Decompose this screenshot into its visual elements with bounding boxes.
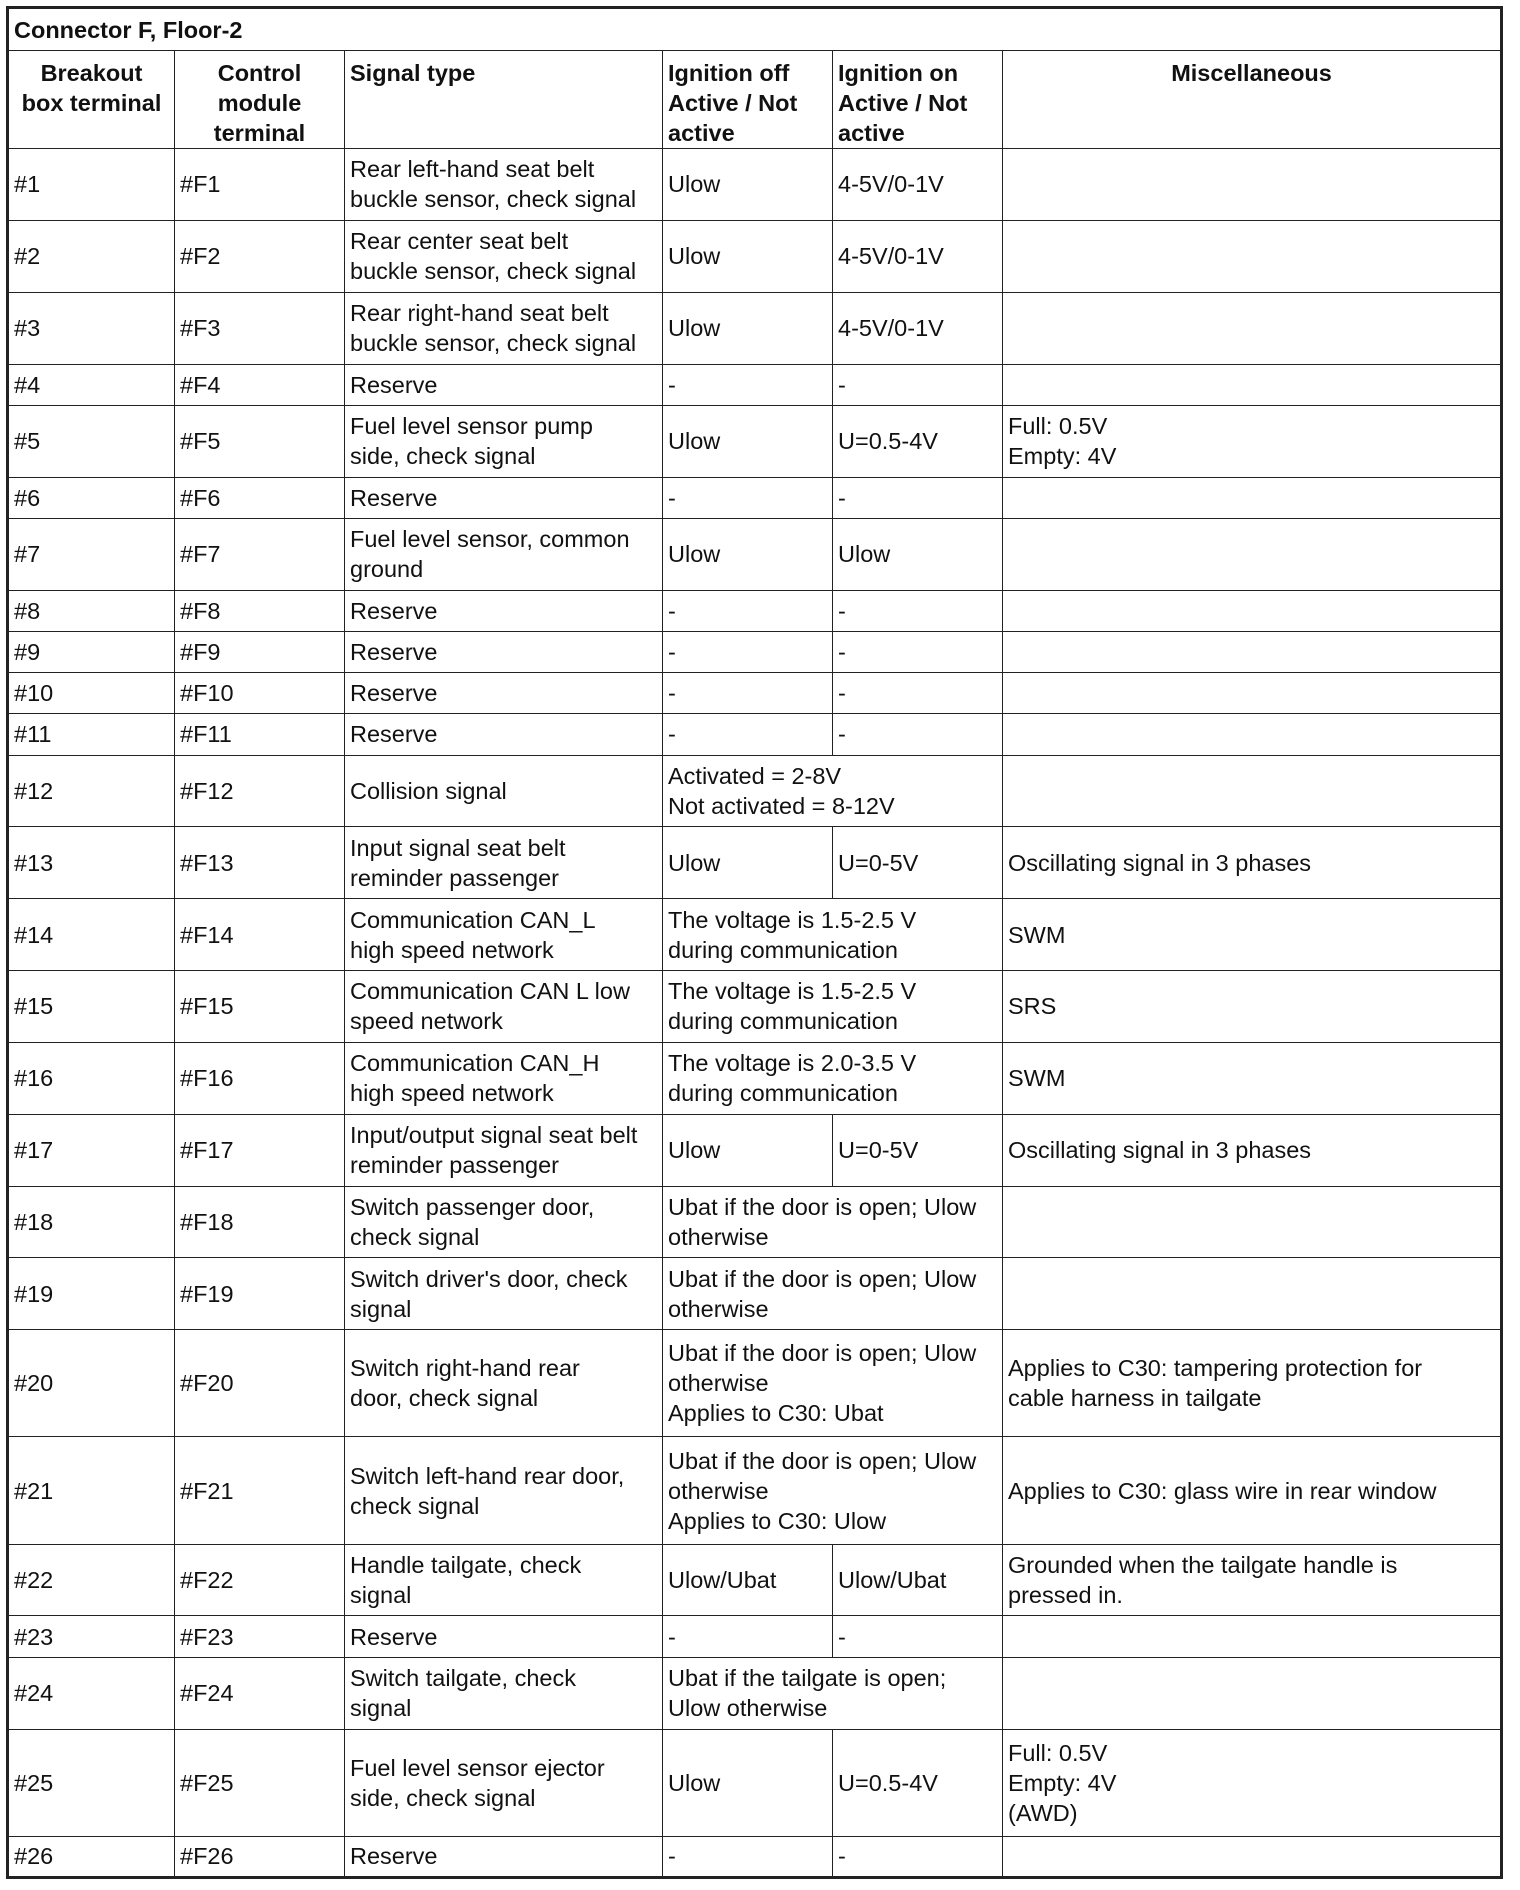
miscellaneous-cell [1003, 1186, 1502, 1258]
ignition-on-cell: U=0.5-4V [833, 1729, 1003, 1836]
table-row [8, 405, 1502, 477]
breakout-box-terminal-cell: #10 [8, 673, 175, 714]
control-module-terminal-cell: #F25 [175, 1729, 345, 1836]
breakout-box-terminal-cell: #19 [8, 1258, 175, 1330]
breakout-box-terminal-cell: #1 [8, 149, 175, 221]
miscellaneous-cell [1003, 714, 1502, 755]
control-module-terminal-cell: #F21 [175, 1437, 345, 1544]
signal-type-cell: Reserve [345, 364, 663, 405]
breakout-box-terminal-cell: #12 [8, 755, 175, 827]
miscellaneous-cell: Oscillating signal in 3 phases [1003, 1114, 1502, 1186]
table-row [8, 1114, 1502, 1186]
ignition-on-cell: 4-5V/0-1V [833, 149, 1003, 221]
table-row [8, 292, 1502, 364]
signal-type-cell: Reserve [345, 631, 663, 672]
signal-type-cell: Switch passenger door, check signal [345, 1186, 663, 1258]
table-row [8, 755, 1502, 827]
ignition-state-cell: Ubat if the tailgate is open; Ulow otherwise [663, 1657, 1003, 1729]
ignition-off-cell: - [663, 1616, 833, 1657]
control-module-terminal-cell: #F12 [175, 755, 345, 827]
table-row [8, 518, 1502, 590]
ignition-state-cell: Activated = 2-8V Not activated = 8-12V [663, 755, 1003, 827]
table-row [8, 1836, 1502, 1877]
ignition-off-cell: - [663, 364, 833, 405]
miscellaneous-cell [1003, 149, 1502, 221]
miscellaneous-cell [1003, 518, 1502, 590]
table-row [8, 1437, 1502, 1544]
breakout-box-terminal-cell: #21 [8, 1437, 175, 1544]
header-miscellaneous: Miscellaneous [1003, 51, 1502, 149]
signal-type-cell: Communication CAN_H high speed network [345, 1042, 663, 1114]
ignition-on-cell: 4-5V/0-1V [833, 292, 1003, 364]
ignition-off-cell: - [663, 631, 833, 672]
miscellaneous-cell [1003, 364, 1502, 405]
signal-type-cell: Input/output signal seat belt reminder passenger [345, 1114, 663, 1186]
breakout-box-terminal-cell: #11 [8, 714, 175, 755]
breakout-box-terminal-cell: #24 [8, 1657, 175, 1729]
ignition-on-cell: - [833, 1616, 1003, 1657]
control-module-terminal-cell: #F17 [175, 1114, 345, 1186]
miscellaneous-cell: SWM [1003, 1042, 1502, 1114]
ignition-on-cell: - [833, 1836, 1003, 1877]
control-module-terminal-cell: #F9 [175, 631, 345, 672]
ignition-on-cell: U=0-5V [833, 1114, 1003, 1186]
table-row [8, 364, 1502, 405]
ignition-state-cell: The voltage is 1.5-2.5 V during communication [663, 899, 1003, 971]
breakout-box-terminal-cell: #5 [8, 405, 175, 477]
signal-type-cell: Switch driver's door, check signal [345, 1258, 663, 1330]
table-row [8, 1616, 1502, 1657]
ignition-off-cell: - [663, 1836, 833, 1877]
signal-type-cell: Reserve [345, 1616, 663, 1657]
breakout-box-terminal-cell: #8 [8, 590, 175, 631]
ignition-on-cell: Ulow/Ubat [833, 1544, 1003, 1616]
header-breakout-box-terminal: Breakout box terminal [8, 51, 175, 149]
signal-type-cell: Rear right-hand seat belt buckle sensor, check signal [345, 292, 663, 364]
miscellaneous-cell [1003, 1836, 1502, 1877]
miscellaneous-cell: Oscillating signal in 3 phases [1003, 827, 1502, 899]
table-row [8, 1186, 1502, 1258]
miscellaneous-cell: Grounded when the tailgate handle is pressed in. [1003, 1544, 1502, 1616]
ignition-off-cell: - [663, 590, 833, 631]
ignition-on-cell: - [833, 590, 1003, 631]
breakout-box-terminal-cell: #22 [8, 1544, 175, 1616]
control-module-terminal-cell: #F1 [175, 149, 345, 221]
table-row [8, 714, 1502, 755]
breakout-box-terminal-cell: #25 [8, 1729, 175, 1836]
table-row [8, 971, 1502, 1043]
signal-type-cell: Collision signal [345, 755, 663, 827]
ignition-on-cell: 4-5V/0-1V [833, 220, 1003, 292]
breakout-box-terminal-cell: #14 [8, 899, 175, 971]
breakout-box-terminal-cell: #6 [8, 477, 175, 518]
miscellaneous-cell [1003, 1657, 1502, 1729]
control-module-terminal-cell: #F24 [175, 1657, 345, 1729]
table-row [8, 149, 1502, 221]
ignition-state-cell: Ubat if the door is open; Ulow otherwise [663, 1186, 1003, 1258]
table-row [8, 1330, 1502, 1437]
miscellaneous-cell: Applies to C30: glass wire in rear window [1003, 1437, 1502, 1544]
ignition-state-cell: Ubat if the door is open; Ulow otherwise Applies to C30: Ubat [663, 1330, 1003, 1437]
table-row [8, 1258, 1502, 1330]
ignition-off-cell: Ulow [663, 149, 833, 221]
signal-type-cell: Input signal seat belt reminder passenger [345, 827, 663, 899]
signal-type-cell: Fuel level sensor ejector side, check signal [345, 1729, 663, 1836]
table-row [8, 827, 1502, 899]
ignition-off-cell: Ulow [663, 518, 833, 590]
ignition-on-cell: - [833, 364, 1003, 405]
ignition-state-cell: The voltage is 1.5-2.5 V during communication [663, 971, 1003, 1043]
table-body [8, 149, 1502, 1878]
control-module-terminal-cell: #F6 [175, 477, 345, 518]
breakout-box-terminal-cell: #9 [8, 631, 175, 672]
ignition-off-cell: Ulow/Ubat [663, 1544, 833, 1616]
ignition-state-cell: Ubat if the door is open; Ulow otherwise Applies to C30: Ulow [663, 1437, 1003, 1544]
signal-type-cell: Switch left-hand rear door, check signal [345, 1437, 663, 1544]
signal-type-cell: Reserve [345, 477, 663, 518]
miscellaneous-cell [1003, 1258, 1502, 1330]
ignition-on-cell: U=0.5-4V [833, 405, 1003, 477]
breakout-box-terminal-cell: #20 [8, 1330, 175, 1437]
table-row [8, 1544, 1502, 1616]
control-module-terminal-cell: #F4 [175, 364, 345, 405]
ignition-on-cell: U=0-5V [833, 827, 1003, 899]
breakout-box-terminal-cell: #18 [8, 1186, 175, 1258]
miscellaneous-cell: Full: 0.5V Empty: 4V (AWD) [1003, 1729, 1502, 1836]
miscellaneous-cell: Applies to C30: tampering protection for cable harness in tailgate [1003, 1330, 1502, 1437]
control-module-terminal-cell: #F15 [175, 971, 345, 1043]
table-row [8, 1042, 1502, 1114]
breakout-box-terminal-cell: #13 [8, 827, 175, 899]
control-module-terminal-cell: #F19 [175, 1258, 345, 1330]
signal-type-cell: Communication CAN_L high speed network [345, 899, 663, 971]
miscellaneous-cell: Full: 0.5V Empty: 4V [1003, 405, 1502, 477]
signal-type-cell: Switch tailgate, check signal [345, 1657, 663, 1729]
connector-f-table [6, 6, 1503, 1879]
control-module-terminal-cell: #F7 [175, 518, 345, 590]
miscellaneous-cell: SRS [1003, 971, 1502, 1043]
ignition-off-cell: Ulow [663, 220, 833, 292]
control-module-terminal-cell: #F20 [175, 1330, 345, 1437]
ignition-off-cell: - [663, 714, 833, 755]
signal-type-cell: Reserve [345, 714, 663, 755]
ignition-on-cell: Ulow [833, 518, 1003, 590]
control-module-terminal-cell: #F23 [175, 1616, 345, 1657]
signal-type-cell: Reserve [345, 673, 663, 714]
control-module-terminal-cell: #F18 [175, 1186, 345, 1258]
ignition-on-cell: - [833, 477, 1003, 518]
header-signal-type: Signal type [345, 51, 663, 149]
signal-type-cell: Fuel level sensor pump side, check signal [345, 405, 663, 477]
miscellaneous-cell: SWM [1003, 899, 1502, 971]
ignition-on-cell: - [833, 673, 1003, 714]
ignition-on-cell: - [833, 631, 1003, 672]
miscellaneous-cell [1003, 477, 1502, 518]
miscellaneous-cell [1003, 292, 1502, 364]
table-row [8, 1657, 1502, 1729]
header-ignition-off: Ignition off Active / Not active [663, 51, 833, 149]
control-module-terminal-cell: #F8 [175, 590, 345, 631]
signal-type-cell: Rear center seat belt buckle sensor, check signal [345, 220, 663, 292]
control-module-terminal-cell: #F14 [175, 899, 345, 971]
connector-table-page [6, 6, 1500, 1879]
table-row [8, 631, 1502, 672]
control-module-terminal-cell: #F13 [175, 827, 345, 899]
control-module-terminal-cell: #F2 [175, 220, 345, 292]
control-module-terminal-cell: #F5 [175, 405, 345, 477]
control-module-terminal-cell: #F3 [175, 292, 345, 364]
miscellaneous-cell [1003, 631, 1502, 672]
ignition-off-cell: Ulow [663, 292, 833, 364]
ignition-off-cell: - [663, 477, 833, 518]
signal-type-cell: Handle tailgate, check signal [345, 1544, 663, 1616]
table-row [8, 1729, 1502, 1836]
ignition-state-cell: The voltage is 2.0-3.5 V during communication [663, 1042, 1003, 1114]
control-module-terminal-cell: #F22 [175, 1544, 345, 1616]
signal-type-cell: Fuel level sensor, common ground [345, 518, 663, 590]
ignition-off-cell: - [663, 673, 833, 714]
ignition-off-cell: Ulow [663, 1114, 833, 1186]
table-row [8, 590, 1502, 631]
miscellaneous-cell [1003, 590, 1502, 631]
control-module-terminal-cell: #F16 [175, 1042, 345, 1114]
ignition-on-cell: - [833, 714, 1003, 755]
table-row [8, 673, 1502, 714]
breakout-box-terminal-cell: #15 [8, 971, 175, 1043]
header-ignition-on: Ignition on Active / Not active [833, 51, 1003, 149]
miscellaneous-cell [1003, 1616, 1502, 1657]
ignition-off-cell: Ulow [663, 827, 833, 899]
breakout-box-terminal-cell: #3 [8, 292, 175, 364]
table-row [8, 477, 1502, 518]
breakout-box-terminal-cell: #7 [8, 518, 175, 590]
header-control-module-terminal: Control module terminal [175, 51, 345, 149]
miscellaneous-cell [1003, 755, 1502, 827]
table-row [8, 220, 1502, 292]
control-module-terminal-cell: #F10 [175, 673, 345, 714]
ignition-off-cell: Ulow [663, 1729, 833, 1836]
breakout-box-terminal-cell: #4 [8, 364, 175, 405]
table-row [8, 899, 1502, 971]
breakout-box-terminal-cell: #23 [8, 1616, 175, 1657]
breakout-box-terminal-cell: #17 [8, 1114, 175, 1186]
signal-type-cell: Switch right-hand rear door, check signal [345, 1330, 663, 1437]
table-title: Connector F, Floor-2 [8, 8, 1502, 51]
miscellaneous-cell [1003, 220, 1502, 292]
control-module-terminal-cell: #F26 [175, 1836, 345, 1877]
signal-type-cell: Rear left-hand seat belt buckle sensor, check signal [345, 149, 663, 221]
ignition-off-cell: Ulow [663, 405, 833, 477]
signal-type-cell: Reserve [345, 1836, 663, 1877]
breakout-box-terminal-cell: #16 [8, 1042, 175, 1114]
signal-type-cell: Reserve [345, 590, 663, 631]
breakout-box-terminal-cell: #2 [8, 220, 175, 292]
breakout-box-terminal-cell: #26 [8, 1836, 175, 1877]
ignition-state-cell: Ubat if the door is open; Ulow otherwise [663, 1258, 1003, 1330]
signal-type-cell: Communication CAN L low speed network [345, 971, 663, 1043]
miscellaneous-cell [1003, 673, 1502, 714]
control-module-terminal-cell: #F11 [175, 714, 345, 755]
